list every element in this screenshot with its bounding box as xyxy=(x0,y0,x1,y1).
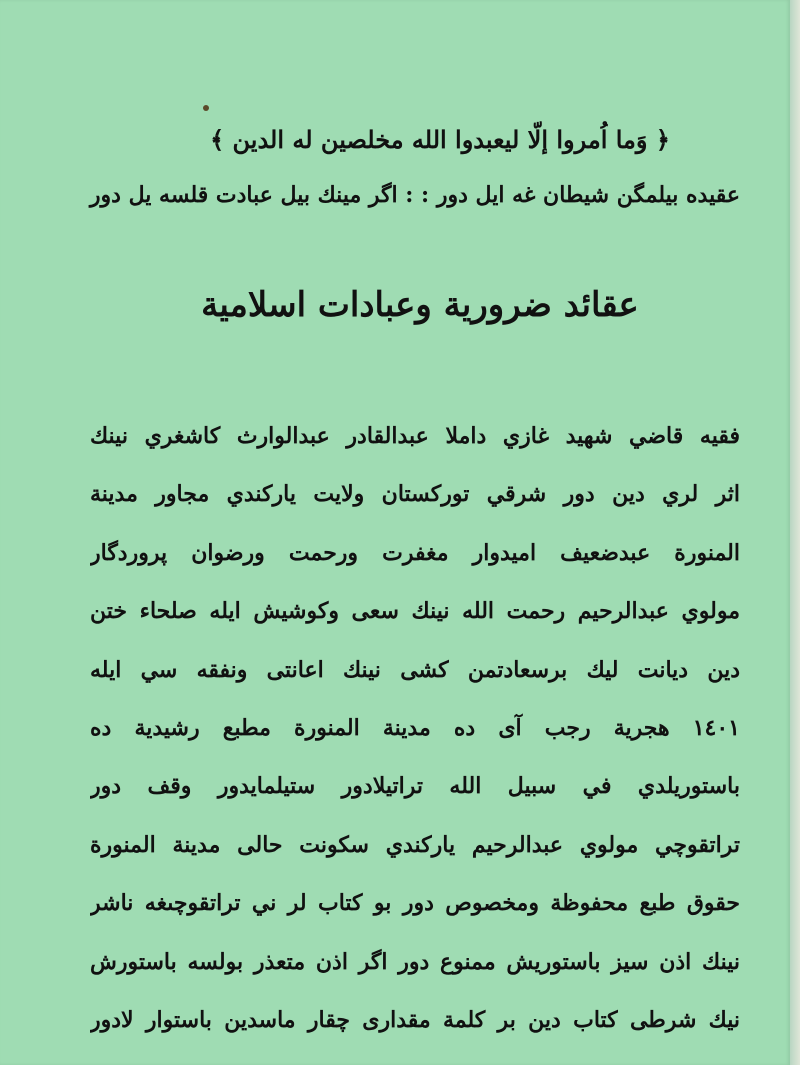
text-line: تراتقوچي مولوي عبدالرحيم ياركندي سكونت حالى مدينة المنورة xyxy=(90,831,740,858)
text-line: باستوريلدي في سبيل الله تراتيلادور ستيلمايدور وقف دور xyxy=(90,773,740,800)
page-title: عقائد ضرورية وعبادات اسلامية xyxy=(201,285,639,325)
text-line: حقوق طبع محفوظة ومخصوص دور بو كتاب لر ني تراتقوچىغه ناشر xyxy=(90,890,740,917)
text-line: نينك اذن سيز باستوريش ممنوع دور اگر اذن متعذر بولسه باستورش xyxy=(90,948,740,975)
text-line: المنورة عبدضعيف اميدوار مغفرت ورحمت ورضوان پروردگار xyxy=(90,539,740,566)
page-edge xyxy=(790,0,800,1065)
text-line: نيك شرطی كتاب دين بر كلمة مقداری چقار ماسدين باستوار لادور xyxy=(90,1006,740,1033)
text-line: دين ديانت ليك برسعادتمن كشی نينك اعانتی ونفقه سي ايله xyxy=(90,656,740,683)
body-text xyxy=(90,407,740,1049)
text-line: ١٤٠١ هجرية رجب آی ده مدينة المنورة مطبع رشيدية ده xyxy=(90,714,740,741)
proverb-line: عقيده بيلمگن شيطان غه ايل دور : : اگر مينك بيل عبادت قلسه يل دور xyxy=(89,182,740,208)
ink-speck xyxy=(203,105,209,111)
text-line: فقيه قاضي شهيد غازي داملا عبدالقادر عبدالوارث كاشغري نينك xyxy=(90,423,740,449)
text-line: اثر لري دين دور شرقي توركستان ولايت ياركندي مجاور مدينة xyxy=(90,481,740,508)
text-line: مولوي عبدالرحيم رحمت الله نينك سعی وكوشيش ايله صلحاء ختن xyxy=(90,598,740,625)
quran-verse: ﴿ وَما اُمروا إلّا ليعبدوا الله مخلصين له الدين ﴾ xyxy=(210,125,670,154)
